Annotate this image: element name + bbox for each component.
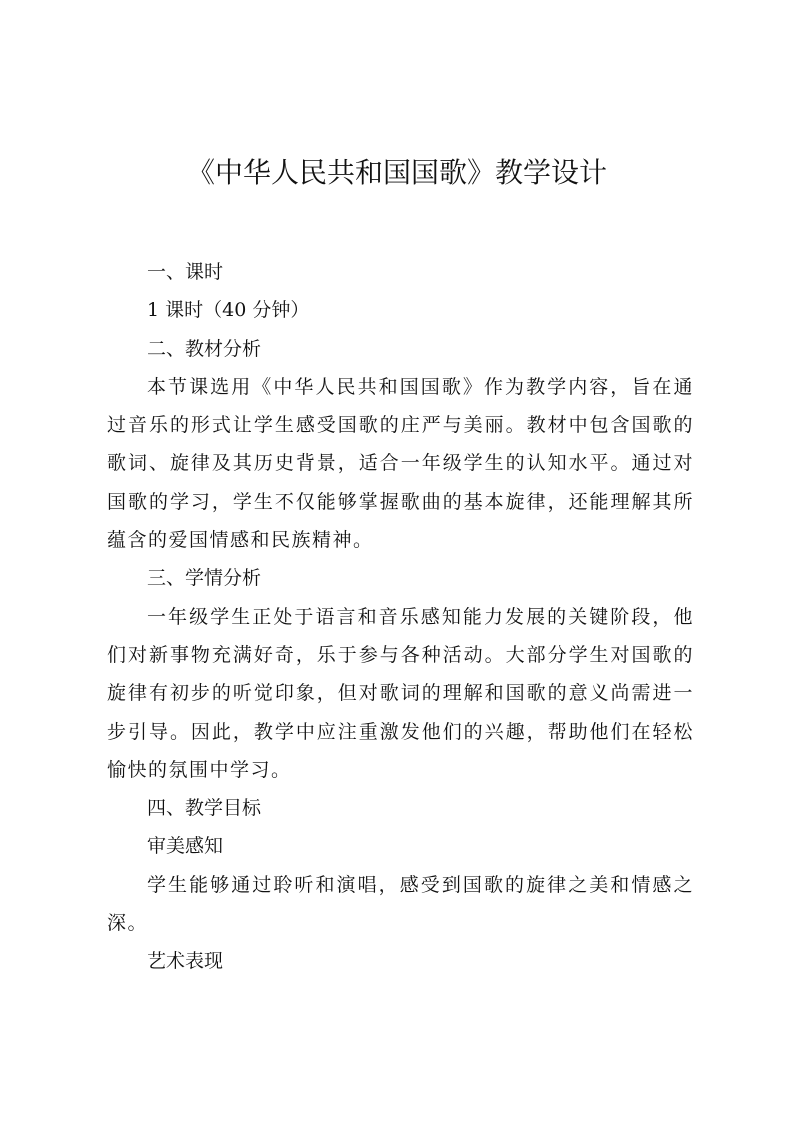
aesthetic-perception-paragraph: 学生能够通过聆听和演唱，感受到国歌的旋律之美和情感之深。 xyxy=(107,873,694,935)
student-analysis-paragraph: 一年级学生正处于语言和音乐感知能力发展的关键阶段，他们对新事物充满好奇，乐于参与各种活动。大部分学生对国歌的旋律有初步的听觉印象，但对歌词的理解和国歌的意义尚需进一步引导。因此，教学中应注重激发他们的兴趣，帮助他们在轻松愉快的氛围中学习。 xyxy=(107,605,694,781)
document-body xyxy=(107,253,694,981)
section-heading-student-analysis: 三、学情分析 xyxy=(147,567,262,590)
section-heading-textbook-analysis: 二、教材分析 xyxy=(147,337,262,360)
textbook-analysis-paragraph: 本节课选用《中华人民共和国国歌》作为教学内容，旨在通过音乐的形式让学生感受国歌的庄严与美丽。教材中包含国歌的歌词、旋律及其历史背景，适合一年级学生的认知水平。通过对国歌的学习，学生不仅能够掌握歌曲的基本旋律，还能理解其所蕴含的爱国情感和民族精神。 xyxy=(107,375,694,552)
section-heading-teaching-objectives: 四、教学目标 xyxy=(147,797,262,820)
objective-subheading-aesthetic-perception: 审美感知 xyxy=(147,835,224,858)
class-hours-text: 1 课时（40 分钟） xyxy=(147,299,310,322)
section-heading-class-hours: 一、课时 xyxy=(147,261,224,283)
document-title: 《中华人民共和国国歌》教学设计 xyxy=(186,156,607,189)
objective-subheading-artistic-expression: 艺术表现 xyxy=(147,950,224,973)
